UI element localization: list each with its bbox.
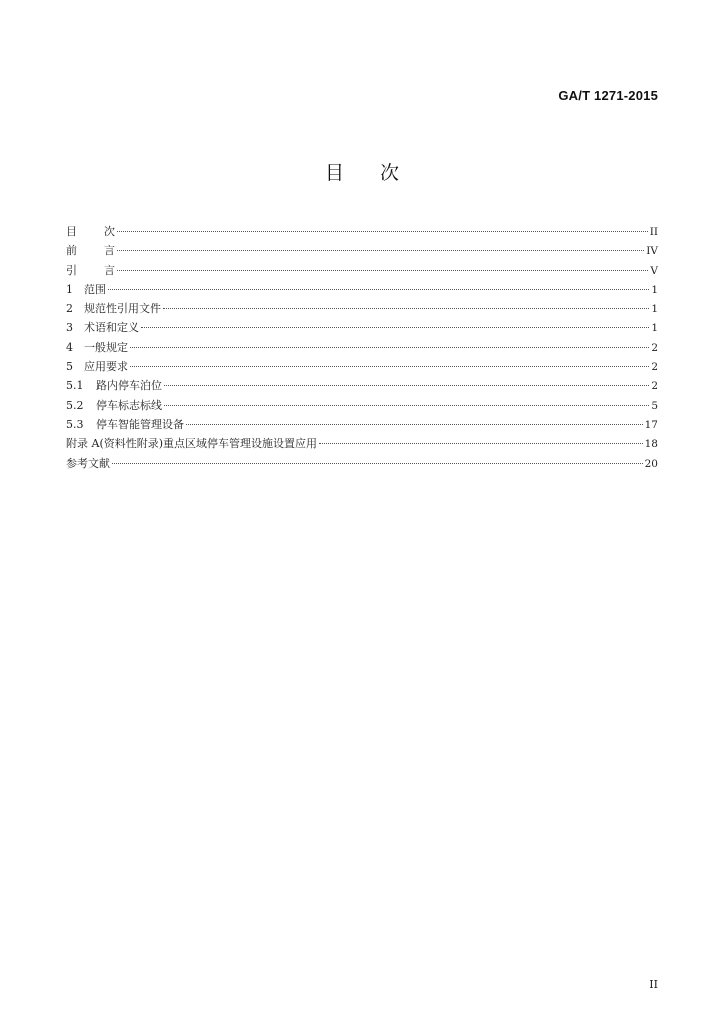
- toc-leader-dots: [164, 405, 649, 406]
- toc-entry-title: 目: [66, 225, 104, 238]
- toc-entry-page: 5: [651, 399, 658, 412]
- standard-code: GA/T 1271-2015: [558, 88, 658, 103]
- toc-entry-title: 附录 A(资料性附录)重点区域停车管理设施设置应用: [66, 437, 318, 451]
- toc-entry-title-second-char: 言: [104, 244, 115, 258]
- toc-leader-dots: [117, 270, 648, 271]
- toc-entry-number: 1: [66, 282, 73, 296]
- toc-leader-dots: [130, 347, 649, 348]
- toc-entry-foreword[interactable]: [66, 242, 658, 261]
- toc-leader-dots: [163, 308, 649, 309]
- toc-entry-page: II: [649, 226, 658, 238]
- toc-entry-page: 20: [644, 457, 658, 470]
- toc-entry-title: 一般规定: [84, 340, 128, 354]
- toc-entry-number: 5: [66, 360, 73, 374]
- toc-entry-page: 1: [651, 283, 658, 296]
- page-title: 目次: [324, 162, 435, 184]
- toc-entry-page: 2: [651, 380, 658, 393]
- toc-entry-number: 4: [66, 340, 73, 354]
- toc-entry-number: 5.1: [66, 379, 84, 393]
- toc-leader-dots: [186, 424, 643, 425]
- toc-entry-bibliography[interactable]: [66, 455, 658, 474]
- toc-entry-page: 1: [651, 303, 658, 316]
- toc-entry-smart-parking-equipment[interactable]: [66, 416, 658, 435]
- toc-entry-parking-signs-markings[interactable]: [66, 397, 658, 416]
- toc-entry-number: 5.2: [66, 398, 84, 412]
- toc-leader-dots: [112, 463, 643, 464]
- toc-leader-dots: [141, 327, 649, 328]
- toc-entry-title: 范围: [84, 282, 106, 296]
- toc-entry-page: 2: [651, 361, 658, 374]
- toc-entry-title: 停车智能管理设备: [96, 417, 184, 431]
- toc-leader-dots: [319, 443, 643, 444]
- toc-entry-contents[interactable]: [66, 223, 658, 242]
- toc-leader-dots: [117, 231, 648, 232]
- toc-entry-page: 17: [644, 418, 658, 431]
- page-number: II: [649, 978, 658, 991]
- toc-entry-title: 路内停车泊位: [96, 379, 162, 393]
- toc-entry-title: 停车标志标线: [96, 398, 162, 412]
- toc-entry-title: 参考文献: [66, 456, 110, 470]
- toc-entry-page: 1: [651, 322, 658, 335]
- toc-entry-appendix-a[interactable]: [66, 435, 658, 454]
- toc-entry-number: 5.3: [66, 417, 84, 431]
- toc-entry-normative-references[interactable]: [66, 300, 658, 319]
- toc-entry-title: 术语和定义: [84, 321, 139, 335]
- table-of-contents: [66, 223, 658, 474]
- toc-leader-dots: [117, 250, 644, 251]
- toc-leader-dots: [164, 385, 649, 386]
- toc-leader-dots: [108, 289, 649, 290]
- toc-entry-scope[interactable]: [66, 281, 658, 300]
- toc-entry-introduction[interactable]: [66, 262, 658, 281]
- toc-entry-application-requirements[interactable]: [66, 358, 658, 377]
- toc-entry-general-provisions[interactable]: [66, 339, 658, 358]
- toc-entry-title: 引: [66, 263, 104, 277]
- toc-entry-number: 2: [66, 302, 73, 316]
- toc-entry-title: 规范性引用文件: [84, 302, 161, 316]
- toc-entry-title: 前: [66, 244, 104, 258]
- toc-entry-number: 3: [66, 321, 73, 335]
- toc-entry-page: IV: [646, 245, 658, 258]
- toc-entry-terms-definitions[interactable]: [66, 319, 658, 338]
- toc-entry-on-street-parking[interactable]: [66, 377, 658, 396]
- toc-entry-page: V: [650, 264, 658, 277]
- toc-leader-dots: [130, 366, 649, 367]
- toc-entry-title-second-char: 言: [104, 263, 115, 277]
- toc-entry-page: 2: [651, 341, 658, 354]
- toc-entry-title-second-char: 次: [104, 225, 115, 238]
- toc-entry-title: 应用要求: [84, 360, 128, 374]
- toc-entry-page: 18: [644, 438, 658, 451]
